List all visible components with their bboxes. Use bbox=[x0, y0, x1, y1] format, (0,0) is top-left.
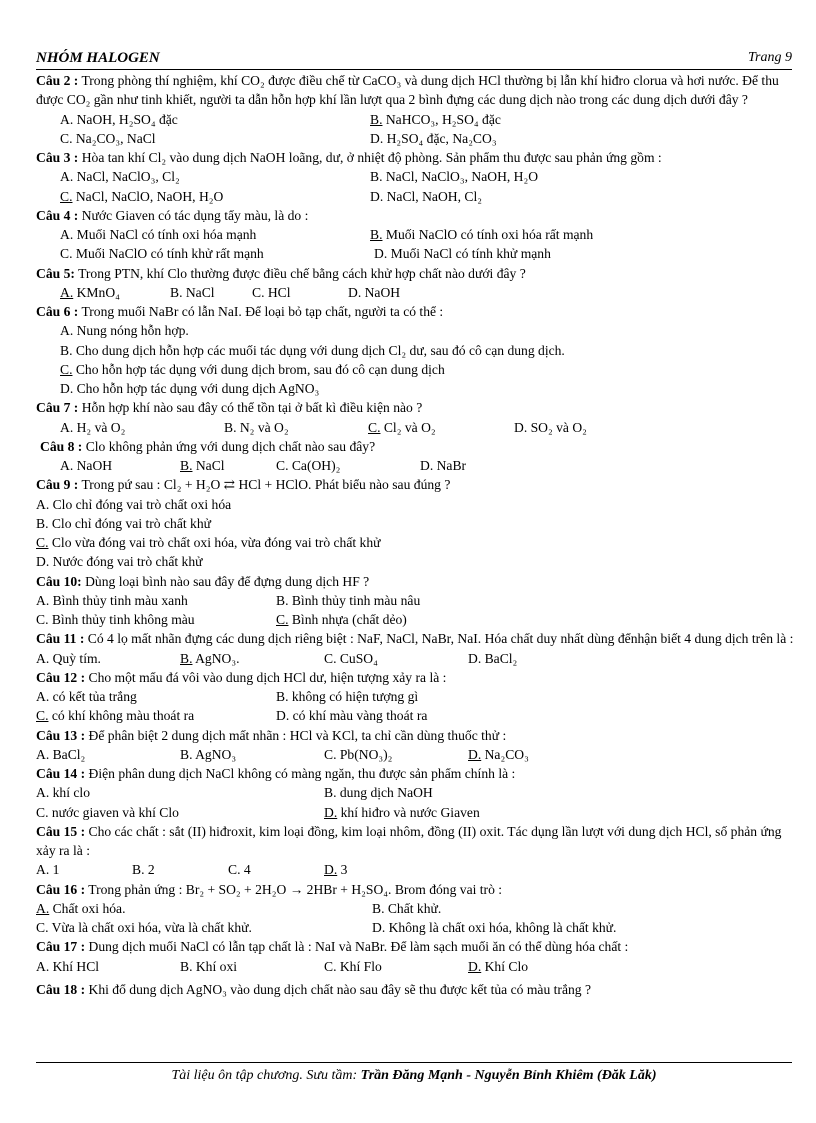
question-label: Câu 14 : bbox=[36, 766, 86, 781]
answer-c: Cl₂ và O₂ bbox=[380, 419, 436, 435]
page-header bbox=[36, 50, 792, 70]
answer-d: Khí Clo bbox=[481, 958, 529, 974]
answer-a: A. NaOH, H₂SO₄ đặc bbox=[60, 111, 178, 127]
question-3 bbox=[36, 148, 794, 167]
answer-d: D. SO₂ và O₂ bbox=[514, 419, 587, 435]
question-label: Câu 7 : bbox=[36, 400, 79, 416]
answer-b: NaCl bbox=[192, 458, 225, 473]
question-13 bbox=[36, 726, 794, 745]
answer-row bbox=[36, 610, 794, 629]
answer-a-letter: A. bbox=[60, 284, 74, 300]
answer-a: A. Khí HCl bbox=[36, 958, 100, 974]
question-text: Trong phòng thí nghiệm, khí CO₂ được điều chế từ CaCO₃ và dung dịch HCl thường bị lẫn khí hiđro clorua và hơi nước. Để thu được CO₂ gần như tinh khiết, người ta dẫn hỗn hợp khí lần lượt qua 2 bình đựng các dung dịch nào trong các dung dịch dưới đây ? bbox=[36, 73, 779, 108]
question-text: Dung dịch muối NaCl có lẫn tạp chất là : NaI và NaBr. Để làm sạch muối ăn có thể dùng hóa chất : bbox=[88, 939, 629, 955]
answer-b: AgNO₃. bbox=[192, 650, 240, 666]
answer-c: C. CuSO₄ bbox=[324, 650, 378, 666]
footer-text: Tài liệu ôn tập chương. Sưu tầm: bbox=[171, 1068, 358, 1083]
answer-c: C. Bình thủy tinh không màu bbox=[36, 612, 195, 627]
answer-row bbox=[36, 360, 794, 379]
answer-a: A. Clo chỉ đóng vai trò chất oxi hóa bbox=[36, 496, 232, 512]
question-label: Câu 9 : bbox=[36, 477, 79, 493]
question-text: Trong pứ sau : Cl₂ + H₂O ⇄ HCl + HClO. Phát biểu nào sau đúng ? bbox=[81, 477, 451, 493]
answer-b-letter: B. bbox=[370, 111, 383, 127]
question-label: Câu 6 : bbox=[36, 304, 79, 319]
answer-a: A. Quỳ tím. bbox=[36, 650, 101, 666]
answer-c: NaCl, NaClO, NaOH, H₂O bbox=[72, 188, 224, 204]
answer-b: B. Cho dung dịch hỗn hợp các muối tác dụng với dung dịch Cl₂ dư, sau đó cô cạn dung dịch. bbox=[60, 342, 565, 358]
answer-b: B. Clo chỉ đóng vai trò chất khử bbox=[36, 515, 211, 531]
answer-a: A. BaCl₂ bbox=[36, 746, 86, 762]
answer-a: A. H₂ và O₂ bbox=[60, 419, 126, 435]
answer-a: A. Muối NaCl có tính oxi hóa mạnh bbox=[60, 227, 257, 242]
question-label: Câu 18 : bbox=[36, 981, 86, 997]
question-label: Câu 16 : bbox=[36, 881, 86, 897]
header-title: NHÓM HALOGEN bbox=[36, 50, 160, 66]
answer-c-letter: C. bbox=[368, 419, 381, 435]
answer-row bbox=[36, 860, 794, 879]
answer-row bbox=[36, 591, 794, 610]
answer-c: có khí không màu thoát ra bbox=[48, 708, 195, 724]
answer-b: B. Chất khử. bbox=[372, 900, 442, 916]
answer-d: D. NaCl, NaOH, Cl₂ bbox=[370, 188, 482, 204]
answer-d-letter: D. bbox=[324, 804, 338, 820]
answer-d-letter: C. bbox=[276, 612, 289, 627]
answer-b-letter: B. bbox=[180, 458, 193, 473]
question-4 bbox=[36, 206, 794, 225]
question-2 bbox=[36, 71, 794, 110]
question-6 bbox=[36, 302, 794, 321]
question-text: Điện phân dung dịch NaCl không có màng ngăn, thu được sản phẩm chính là : bbox=[88, 766, 516, 781]
answer-d: D. Không là chất oxi hóa, không là chất khử. bbox=[372, 920, 617, 935]
answer-b: B. NaCl bbox=[170, 284, 215, 300]
question-12 bbox=[36, 668, 794, 687]
answer-c: C. HCl bbox=[252, 284, 291, 300]
footer-authors: Trần Đăng Mạnh - Nguyễn Bỉnh Khiêm (Đăk Lăk) bbox=[357, 1068, 657, 1083]
answer-d: D. Muối NaCl có tính khử mạnh bbox=[374, 246, 551, 262]
answer-d: Bình nhựa (chất dẻo) bbox=[288, 612, 407, 627]
answer-b: B. N₂ và O₂ bbox=[224, 419, 289, 435]
question-label: Câu 17 : bbox=[36, 939, 86, 955]
question-label: Câu 2 : bbox=[36, 73, 79, 88]
question-8 bbox=[36, 437, 794, 456]
answer-c: C. Vừa là chất oxi hóa, vừa là chất khử. bbox=[36, 920, 252, 935]
answer-a: A. Bình thủy tinh màu xanh bbox=[36, 592, 188, 608]
answer-row bbox=[36, 706, 794, 725]
answer-b: B. 2 bbox=[132, 862, 155, 878]
page-number: Trang 9 bbox=[748, 50, 792, 65]
answer-c-letter: C. bbox=[36, 535, 49, 550]
answer-c: Clo vừa đóng vai trò chất oxi hóa, vừa đóng vai trò chất khử bbox=[48, 535, 381, 550]
answer-c: C. Khí Flo bbox=[324, 958, 382, 974]
question-label: Câu 11 : bbox=[36, 631, 85, 647]
question-label: Câu 8 : bbox=[40, 438, 83, 454]
question-text: Cho một mẩu đá vôi vào dung dịch HCl dư, hiện tượng xảy ra là : bbox=[88, 669, 447, 685]
question-list bbox=[36, 71, 794, 999]
question-text: Hỗn hợp khí nào sau đây có thể tồn tại ở bất kì điều kiện nào ? bbox=[81, 400, 423, 416]
answer-a: A. NaOH bbox=[60, 458, 113, 473]
answer-c-letter: C. bbox=[60, 188, 73, 204]
question-text: Để phân biệt 2 dung dịch mất nhãn : HCl và KCl, ta chỉ cần dùng thuốc thử : bbox=[88, 727, 507, 743]
question-9 bbox=[36, 475, 794, 494]
question-label: Câu 12 : bbox=[36, 669, 86, 685]
answer-b-letter: B. bbox=[370, 227, 383, 242]
answer-row bbox=[36, 957, 794, 976]
answer-d-letter: D. bbox=[324, 862, 338, 878]
answer-c: C. 4 bbox=[228, 862, 251, 878]
answer-b-letter: B. bbox=[180, 650, 193, 666]
answer-row bbox=[36, 225, 794, 244]
answer-b: B. AgNO₃ bbox=[180, 746, 237, 762]
answer-row bbox=[36, 899, 794, 918]
answer-a: A. Nung nóng hỗn hợp. bbox=[60, 323, 189, 339]
question-text: Trong phản ứng : Br₂ + SO₂ + 2H₂O → 2HBr + H₂SO₄. Brom đóng vai trò : bbox=[88, 881, 503, 897]
answer-c: Cho hỗn hợp tác dụng với dung dịch brom, sau đó cô cạn dung dịch bbox=[72, 361, 445, 377]
answer-row bbox=[36, 649, 794, 668]
question-label: Câu 13 : bbox=[36, 727, 86, 743]
question-text: Hòa tan khí Cl₂ vào dung dịch NaOH loãng, dư, ở nhiệt độ phòng. Sản phẩm thu được sau phản ứng gồm : bbox=[81, 150, 662, 165]
answer-a: A. NaCl, NaClO₃, Cl₂ bbox=[60, 169, 180, 185]
question-10 bbox=[36, 572, 794, 591]
question-15 bbox=[36, 822, 794, 861]
answer-a: A. khí clo bbox=[36, 785, 90, 801]
answer-b: NaHCO₃, H₂SO₄ đặc bbox=[382, 111, 501, 127]
answer-row bbox=[36, 745, 794, 764]
answer-d: D. NaBr bbox=[420, 458, 467, 473]
question-text: Clo không phản ứng với dung dịch chất nào sau đây? bbox=[85, 438, 376, 454]
answer-c: C. Pb(NO₃)₂ bbox=[324, 746, 393, 762]
answer-c: C. nước giaven và khí Clo bbox=[36, 804, 179, 820]
answer-b: B. Khí oxi bbox=[180, 958, 238, 974]
answer-d-letter: D. bbox=[468, 746, 482, 762]
answer-a-letter: A. bbox=[36, 900, 50, 916]
answer-b: B. Bình thủy tinh màu nâu bbox=[276, 592, 421, 608]
question-text: Cho các chất : sắt (II) hiđroxit, kim loại đồng, kim loại nhôm, đồng (II) oxit. Tác dụng lần lượt với dung dịch HCl, số phản ứng xảy ra là : bbox=[36, 823, 782, 858]
question-text: Nước Giaven có tác dụng tẩy màu, là do : bbox=[81, 207, 309, 223]
question-label: Câu 15 : bbox=[36, 823, 86, 839]
answer-a: Chất oxi hóa. bbox=[49, 900, 126, 916]
question-text: Trong PTN, khí Clo thường được điều chế bằng cách khử hợp chất nào dưới đây ? bbox=[78, 265, 526, 281]
question-17 bbox=[36, 937, 794, 956]
answer-row bbox=[36, 283, 794, 302]
answer-d: 3 bbox=[337, 862, 348, 878]
answer-a: A. có kết tủa trắng bbox=[36, 689, 137, 704]
answer-b: B. NaCl, NaClO₃, NaOH, H₂O bbox=[370, 169, 539, 185]
answer-row bbox=[36, 418, 794, 437]
question-16 bbox=[36, 880, 794, 899]
answer-a: A. 1 bbox=[36, 862, 60, 878]
answer-c-letter: C. bbox=[36, 708, 49, 724]
question-14 bbox=[36, 764, 794, 783]
answer-d: Na₂CO₃ bbox=[481, 746, 529, 762]
answer-d: D. NaOH bbox=[348, 284, 401, 300]
answer-d: D. Cho hỗn hợp tác dụng với dung dịch AgNO₃ bbox=[60, 381, 320, 396]
answer-row bbox=[36, 167, 794, 186]
question-label: Câu 3 : bbox=[36, 150, 79, 165]
answer-row bbox=[36, 187, 794, 206]
question-7 bbox=[36, 398, 794, 417]
question-text: Khi đổ dung dịch AgNO₃ vào dung dịch chất nào sau đây sẽ thu được kết tủa có màu trắng ? bbox=[88, 981, 592, 997]
answer-row bbox=[36, 129, 794, 148]
answer-c: C. Ca(OH)₂ bbox=[276, 458, 341, 473]
answer-row bbox=[36, 687, 794, 706]
answer-row bbox=[36, 456, 794, 475]
question-label: Câu 10: bbox=[36, 573, 82, 589]
page-footer bbox=[36, 1062, 792, 1083]
answer-row bbox=[36, 533, 794, 552]
answer-c: C. Muối NaClO có tính khử rất mạnh bbox=[60, 246, 264, 262]
answer-d: D. có khí màu vàng thoát ra bbox=[276, 708, 428, 724]
answer-row bbox=[36, 803, 794, 822]
question-18 bbox=[36, 980, 794, 999]
question-label: Câu 5: bbox=[36, 265, 75, 281]
answer-row bbox=[36, 110, 794, 129]
question-text: Trong muối NaBr có lẫn NaI. Để loại bỏ tạp chất, người ta có thể : bbox=[81, 304, 444, 319]
answer-c-letter: C. bbox=[60, 361, 73, 377]
answer-b: B. không có hiện tượng gì bbox=[276, 689, 419, 704]
answer-c: C. Na₂CO₃, NaCl bbox=[60, 130, 156, 146]
question-label: Câu 4 : bbox=[36, 207, 79, 223]
answer-a: KMnO₄ bbox=[73, 284, 120, 300]
question-text: Dùng loại bình nào sau đây để đựng dung dịch HF ? bbox=[85, 573, 370, 589]
question-11 bbox=[36, 629, 794, 648]
question-text: Có 4 lọ mất nhãn đựng các dung dịch riêng biệt : NaF, NaCl, NaBr, NaI. Hóa chất duy nhất dùng đểnhận biết 4 dung dịch trên là : bbox=[87, 631, 794, 647]
answer-d: D. Nước đóng vai trò chất khử bbox=[36, 554, 203, 570]
answer-row bbox=[36, 783, 794, 802]
answer-d: khí hiđro và nước Giaven bbox=[337, 804, 480, 820]
answer-row bbox=[36, 244, 794, 263]
answer-b: B. dung dịch NaOH bbox=[324, 785, 433, 801]
answer-row bbox=[36, 918, 794, 937]
answer-d: D. H₂SO₄ đặc, Na₂CO₃ bbox=[370, 130, 497, 146]
answer-b: Muối NaClO có tính oxi hóa rất mạnh bbox=[382, 227, 594, 242]
answer-d: D. BaCl₂ bbox=[468, 650, 518, 666]
answer-d-letter: D. bbox=[468, 958, 482, 974]
question-5 bbox=[36, 264, 794, 283]
